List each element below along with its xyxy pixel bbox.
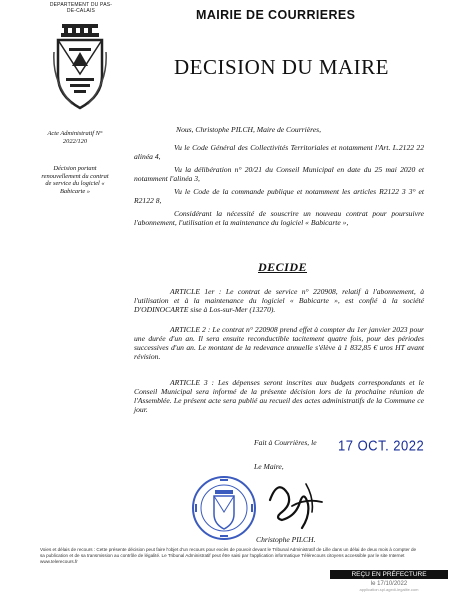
visa-2: Vu la délibération n° 20/21 du Conseil Municipal en date du 25 mai 2020 et notamment l'alinéa 3, bbox=[134, 165, 424, 183]
article-2-label: ARTICLE 2 : bbox=[170, 325, 211, 334]
date-stamp: 17 OCT. 2022 bbox=[338, 437, 425, 454]
municipal-seal-icon bbox=[190, 474, 258, 542]
article-1 bbox=[134, 287, 424, 314]
article-1-text: Le contrat de service n° 220908, relatif à l'abonnement, à l'utilisation et à la maintenance du logiciel « Babicarte », est confié à la société D'ODINOCARTE sise à Los-sur-Mer (13270). bbox=[134, 287, 424, 314]
decide-heading: DECIDE bbox=[258, 260, 308, 274]
decision-subject: Décision portant renouvellement du contrat de service du logiciel « Babicarte » bbox=[41, 165, 109, 195]
appeal-notice: Voies et délais de recours : Cette présente décision peut faire l'objet d'un recours pour excès de pouvoir devant le Tribunal Administratif de Lille dans un délai de deux mois à compter de sa publication et de sa transmission au contrôle de légalité. Le Tribunal Administratif peut être saisi par l'application informatique Télérecours citoyens accessible par le site Internet www.telerecours.fr bbox=[40, 547, 417, 565]
signatory-name: Christophe PILCH. bbox=[256, 535, 316, 544]
considerant: Considérant la nécessité de souscrire un nouveau contrat pour poursuivre l'abonnement, l'utilisation et la maintenance du logiciel « Babicarte », bbox=[134, 209, 424, 227]
document-title: DECISION DU MAIRE bbox=[174, 55, 389, 79]
article-3 bbox=[134, 378, 424, 414]
article-1-label: ARTICLE 1er : bbox=[170, 287, 222, 296]
stamp-date: le 17/10/2022 bbox=[370, 581, 408, 587]
article-3-text: Les dépenses seront inscrites aux budgets correspondants et le Conseil Municipal sera informé de la présente décision lors de la prochaine réunion de l'Assemblée. Le présent acte sera publié au recueil des actes administratifs de la Commune ce jour. bbox=[134, 378, 424, 414]
mayor-signature-icon bbox=[262, 472, 326, 538]
visa-3: Vu le Code de la commande publique et notamment les articles R2122 3 3° et R2122 8, bbox=[134, 187, 424, 205]
intro-text: Nous, Christophe PILCH, Maire de Courrières, bbox=[176, 125, 321, 134]
signature-place: Fait à Courrières, le bbox=[254, 438, 317, 447]
acte-number: Acte Administratif N° 2022/120 bbox=[47, 130, 103, 145]
mairie-title: MAIRIE DE COURRIERES bbox=[196, 8, 356, 22]
article-2-text: Le contrat n° 220908 prend effet à compter du 1er janvier 2023 pour une durée d'un an. Il sera ensuite reconductible tacitement quatre fois, pour des périodes successives d'un an. Le montant de la redevance annuelle s'élève à 1 832,85 € uros HT avant révision. bbox=[134, 325, 424, 361]
stamp-service: application.spl.agedi-legalite.com bbox=[359, 587, 419, 592]
article-3-label: ARTICLE 3 : bbox=[170, 378, 215, 387]
signatory-role: Le Maire, bbox=[254, 462, 284, 471]
department-label: DEPARTEMENT DU PAS-DE-CALAIS bbox=[49, 2, 113, 14]
prefecture-stamp bbox=[330, 570, 448, 598]
coat-of-arms-icon bbox=[52, 22, 108, 114]
article-2 bbox=[134, 325, 424, 361]
stamp-label: REÇU EN PRÉFECTURE bbox=[330, 570, 448, 579]
visa-1: Vu le Code Général des Collectivités Territoriales et notamment l'Art. L.2122 22 alinéa 4, bbox=[134, 143, 424, 161]
